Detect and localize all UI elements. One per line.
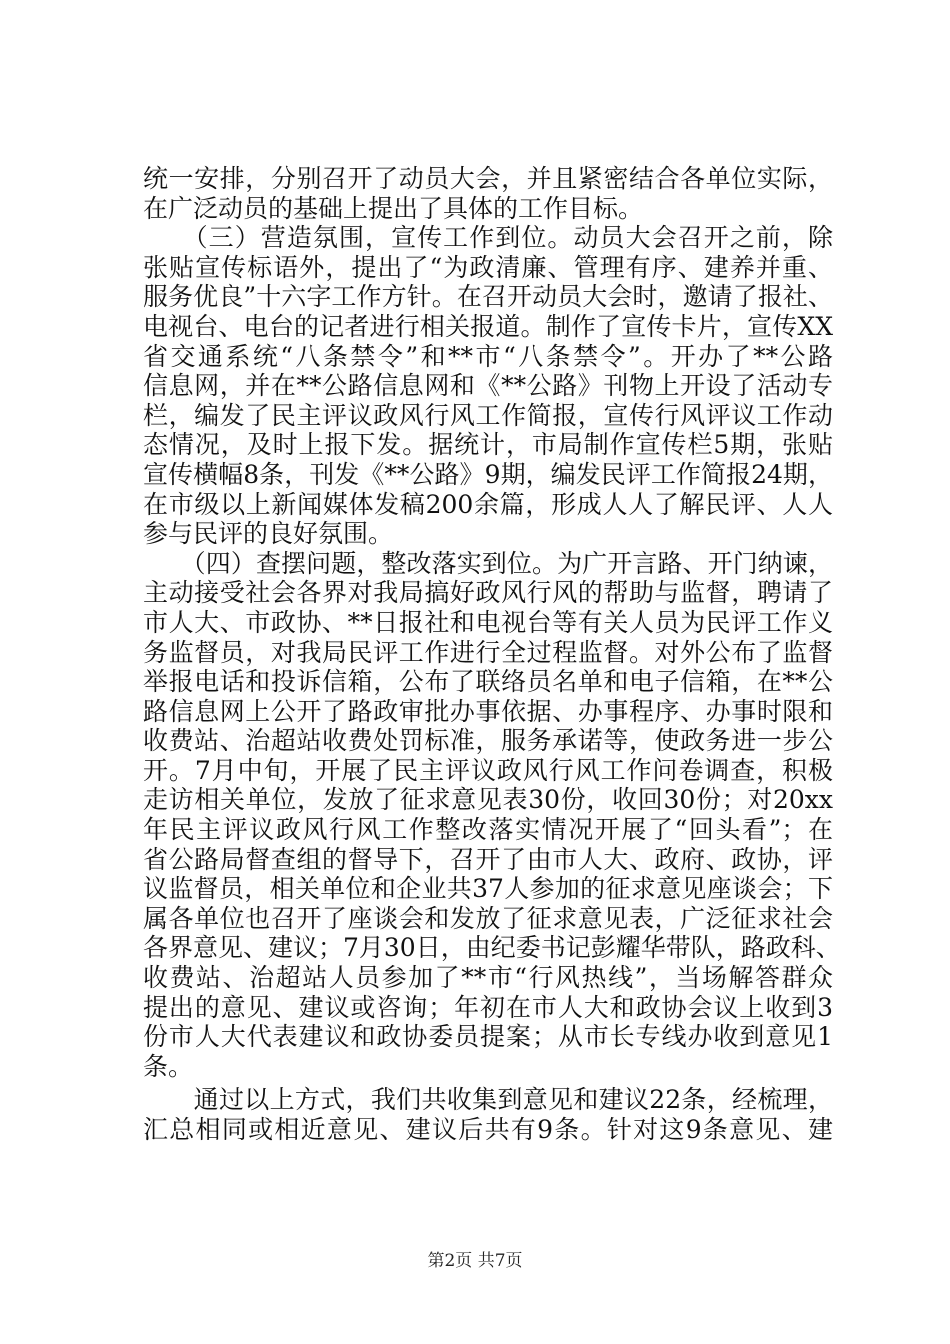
text-line: （三）营造氛围，宣传工作到位。动员大会召开之前，除 bbox=[143, 223, 833, 253]
text-line: 属各单位也召开了座谈会和发放了征求意见表，广泛征求社会 bbox=[143, 903, 833, 933]
text-line: 统一安排，分别召开了动员大会，并且紧密结合各单位实际， bbox=[143, 164, 833, 193]
text-line: 份市人大代表建议和政协委员提案；从市长专线办收到意见1 bbox=[143, 1022, 833, 1052]
text-line: 信息网，并在**公路信息网和《**公路》刊物上开设了活动专 bbox=[143, 371, 833, 401]
text-line: 各界意见、建议；7月30日，由纪委书记彭耀华带队，路政科、 bbox=[143, 933, 841, 963]
text-line: 条。 bbox=[143, 1051, 194, 1081]
text-line: 栏，编发了民主评议政风行风工作简报，宣传行风评议工作动 bbox=[143, 400, 833, 430]
text-line: 宣传横幅8条，刊发《**公路》9期，编发民评工作简报24期， bbox=[143, 459, 833, 489]
text-line: 电视台、电台的记者进行相关报道。制作了宣传卡片，宣传XX bbox=[143, 311, 833, 341]
body-text bbox=[143, 164, 841, 1145]
text-line: 主动接受社会各界对我局搞好政风行风的帮助与监督，聘请了 bbox=[143, 578, 833, 608]
text-line: （四）查摆问题，整改落实到位。为广开言路、开门纳谏， bbox=[143, 548, 833, 578]
page-footer: 第2页 共7页 bbox=[427, 1251, 523, 1271]
text-line: 态情况，及时上报下发。据统计，市局制作宣传栏5期，张贴 bbox=[143, 430, 833, 460]
text-line: 收费站、治超站人员参加了**市“行风热线”，当场解答群众 bbox=[143, 963, 833, 993]
text-line: 务监督员，对我局民评工作进行全过程监督。对外公布了监督 bbox=[143, 637, 833, 667]
text-line: 通过以上方式，我们共收集到意见和建议22条，经梳理， bbox=[143, 1085, 833, 1115]
text-line: 在广泛动员的基础上提出了具体的工作目标。 bbox=[143, 193, 644, 223]
text-line: 在市级以上新闻媒体发稿200余篇，形成人人了解民评、人人 bbox=[143, 489, 833, 519]
text-line: 开。7月中旬，开展了民主评议政风行风工作问卷调查，积极 bbox=[143, 755, 833, 785]
text-line: 汇总相同或相近意见、建议后共有9条。针对这9条意见、建 bbox=[143, 1115, 833, 1144]
text-line: 省交通系统“八条禁令”和**市“八条禁令”。开办了**公路 bbox=[143, 341, 833, 371]
text-line: 路信息网上公开了路政审批办事依据、办事程序、办事时限和 bbox=[143, 696, 833, 726]
text-line: 张贴宣传标语外，提出了“为政清廉、管理有序、建养并重、 bbox=[143, 252, 833, 282]
text-line: 市人大、市政协、**日报社和电视台等有关人员为民评工作义 bbox=[143, 607, 833, 637]
text-line: 提出的意见、建议或咨询；年初在市人大和政协会议上收到3 bbox=[143, 992, 833, 1022]
text-line: 议监督员，相关单位和企业共37人参加的征求意见座谈会；下 bbox=[143, 874, 833, 904]
text-line: 服务优良”十六字工作方针。在召开动员大会时，邀请了报社、 bbox=[143, 282, 833, 312]
text-line: 收费站、治超站收费处罚标准，服务承诺等，使政务进一步公 bbox=[143, 726, 833, 756]
text-line: 参与民评的良好氛围。 bbox=[143, 519, 394, 549]
text-line: 走访相关单位，发放了征求意见表30份，收回30份；对20xx bbox=[143, 785, 833, 815]
text-line: 年民主评议政风行风工作整改落实情况开展了“回头看”；在 bbox=[143, 815, 833, 845]
text-line: 举报电话和投诉信箱，公布了联络员名单和电子信箱，在**公 bbox=[143, 667, 833, 697]
text-line: 省公路局督查组的督导下，召开了由市人大、政府、政协，评 bbox=[143, 844, 833, 874]
